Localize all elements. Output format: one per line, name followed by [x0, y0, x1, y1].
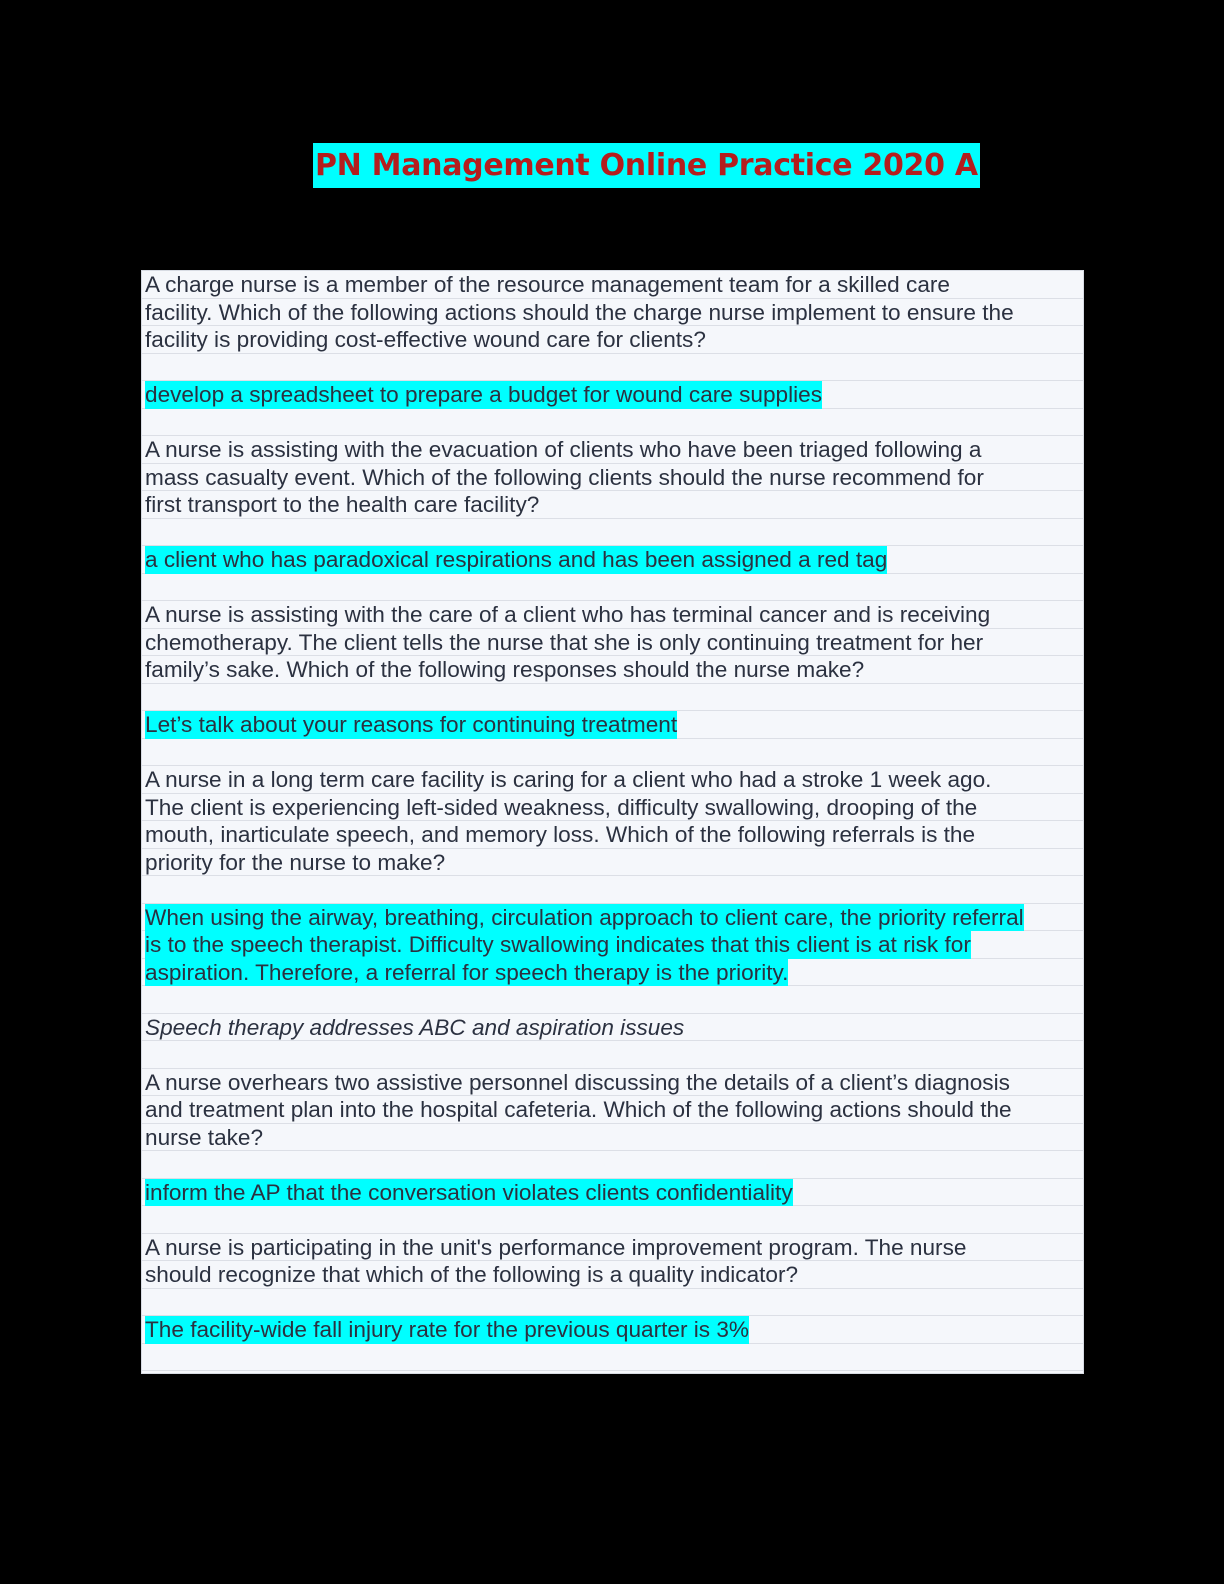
grid-row [142, 986, 1083, 1014]
grid-row [142, 1289, 1083, 1317]
rationale-note: Speech therapy addresses ABC and aspiration issues [145, 1014, 685, 1040]
grid-row [142, 1041, 1083, 1069]
question-line: mass casualty event. Which of the following clients should the nurse recommend for [145, 464, 984, 490]
question-line: first transport to the health care facility? [145, 492, 540, 517]
grid-row [142, 519, 1083, 547]
question-line: nurse take? [145, 1124, 264, 1150]
answer-text [145, 1179, 1081, 1207]
question-text [145, 766, 1081, 876]
answer-text [145, 546, 1081, 574]
grid-row [142, 876, 1083, 904]
question-text [145, 271, 1081, 354]
answer-text [145, 381, 1081, 409]
answer-highlight: inform the AP that the conversation violates clients confidentiality [145, 1179, 793, 1205]
question-line: facility. Which of the following actions should the charge nurse implement to ensure the [145, 299, 1014, 325]
answer-highlight: The facility-wide fall injury rate for the previous quarter is 3% [145, 1317, 750, 1342]
question-text [145, 1069, 1081, 1152]
grid-row [142, 739, 1083, 767]
answer-highlight: Let’s talk about your reasons for continuing treatment [145, 712, 678, 737]
answer-text [145, 1316, 1081, 1344]
answer-highlight: a client who has paradoxical respirations and has been assigned a red tag [145, 547, 888, 572]
question-line: facility is providing cost-effective wound care for clients? [145, 327, 706, 352]
question-line: A nurse overhears two assistive personnel discussing the details of a client’s diagnosis [145, 1069, 1010, 1095]
question-line: and treatment plan into the hospital cafeteria. Which of the following actions should the [145, 1097, 1012, 1122]
grid-row [142, 409, 1083, 437]
question-line: A nurse is assisting with the evacuation of clients who have been triaged following a [145, 437, 982, 462]
question-line: should recognize that which of the following is a quality indicator? [145, 1262, 799, 1287]
question-text [145, 1234, 1081, 1289]
grid-row [142, 1206, 1083, 1234]
document-title: PN Management Online Practice 2020 A [313, 143, 980, 188]
grid-row [142, 1344, 1083, 1372]
question-line: A nurse is assisting with the care of a client who has terminal cancer and is receiving [145, 602, 991, 627]
question-line: The client is experiencing left-sided weakness, difficulty swallowing, drooping of the [145, 794, 978, 820]
grid-row [142, 574, 1083, 602]
question-line: chemotherapy. The client tells the nurse that she is only continuing treatment for her [145, 629, 984, 655]
question-list [141, 270, 1084, 1374]
question-text [145, 601, 1081, 684]
question-text [145, 436, 1081, 519]
answer-highlight: When using the airway, breathing, circulation approach to client care, the priority referral [145, 904, 1024, 930]
question-line: mouth, inarticulate speech, and memory loss. Which of the following referrals is the [145, 822, 976, 847]
answer-highlight: aspiration. Therefore, a referral for speech therapy is the priority. [145, 959, 789, 985]
question-line: family’s sake. Which of the following responses should the nurse make? [145, 657, 865, 682]
question-line: A nurse in a long term care facility is caring for a client who had a stroke 1 week ago. [145, 767, 992, 792]
answer-text [145, 904, 1081, 987]
grid-row [142, 1151, 1083, 1179]
question-line: priority for the nurse to make? [145, 849, 446, 875]
question-line: A nurse is participating in the unit's performance improvement program. The nurse [145, 1234, 967, 1260]
answer-highlight: develop a spreadsheet to prepare a budget for wound care supplies [145, 382, 823, 407]
grid-row [142, 354, 1083, 382]
question-line: A charge nurse is a member of the resource management team for a skilled care [145, 272, 950, 297]
grid-row [142, 684, 1083, 712]
answer-text [145, 711, 1081, 739]
answer-highlight: is to the speech therapist. Difficulty swallowing indicates that this client is at risk for [145, 932, 971, 957]
